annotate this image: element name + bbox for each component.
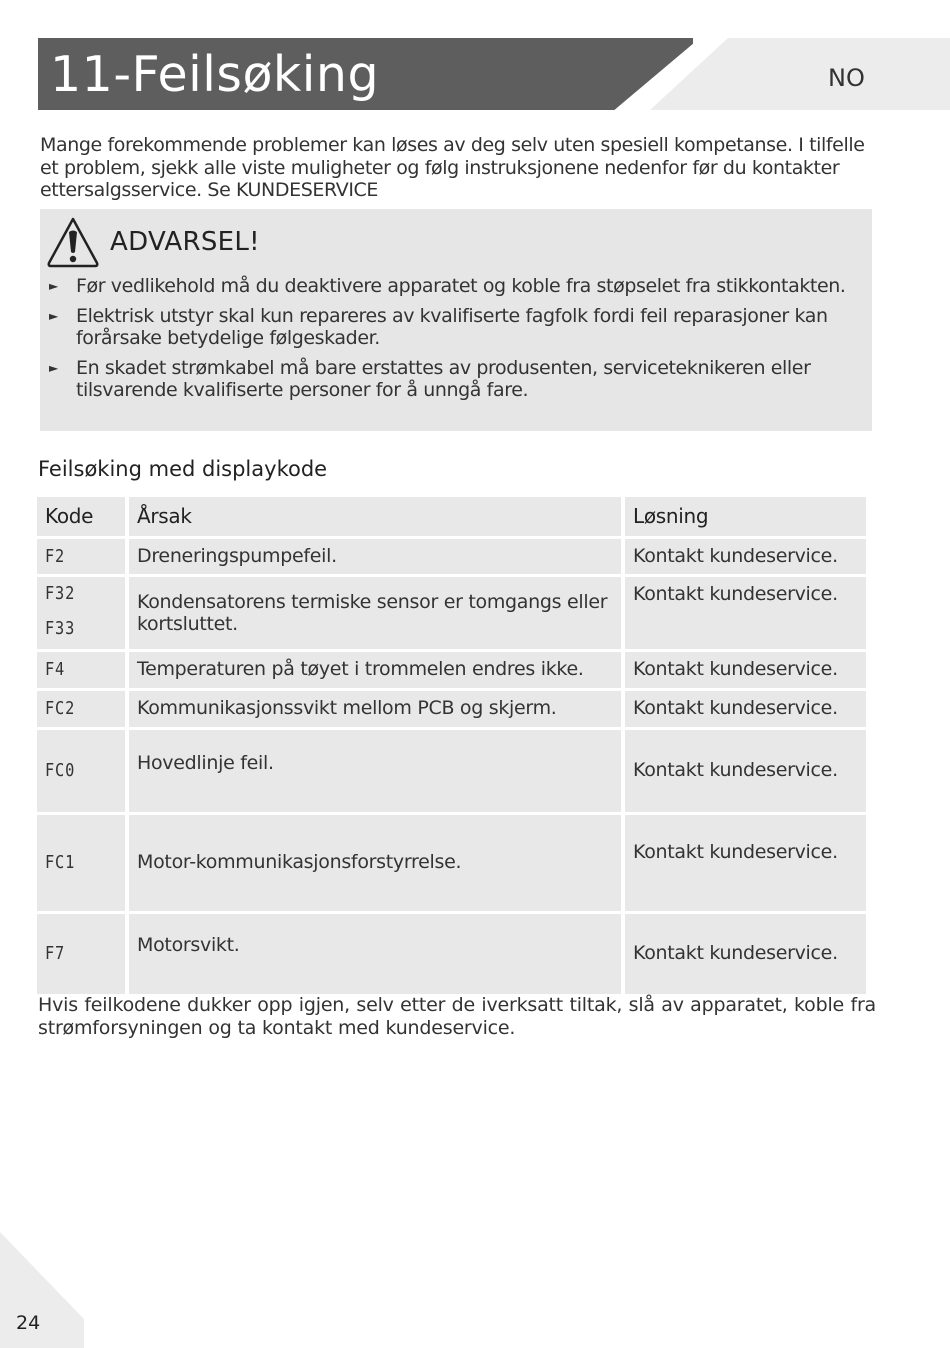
cause-cell: Motor-kommunikasjonsforstyrrelse.	[129, 815, 621, 911]
cause-cell: Hovedlinje feil.	[129, 730, 621, 812]
error-code: F4	[45, 659, 66, 680]
header-solution: Løsning	[625, 497, 866, 536]
solution-cell: Kontakt kundeservice.	[625, 539, 866, 575]
table-row	[37, 577, 866, 649]
table-header-row	[37, 497, 866, 536]
table-row	[37, 652, 866, 688]
bullet-arrow-icon: ►	[49, 360, 58, 375]
error-code: FC1	[45, 851, 76, 873]
cause-cell: Kommunikasjonssvikt mellom PCB og skjerm.	[129, 691, 621, 727]
table-row	[37, 539, 866, 575]
table-row	[37, 691, 866, 727]
page-corner-tab	[0, 1232, 84, 1348]
code-cell	[37, 652, 125, 688]
warning-item-text: Elektrisk utstyr skal kun repareres av kvalifiserte fagfolk fordi feil reparasjoner kan forårsake betydelige følgeskader.	[76, 304, 828, 349]
header-code: Kode	[37, 497, 125, 536]
bullet-arrow-icon: ►	[49, 308, 58, 323]
list-item	[40, 357, 872, 402]
cause-cell: Kondensatorens termiske sensor er tomgangs eller kortsluttet.	[129, 577, 621, 649]
table-row	[37, 815, 866, 911]
cause-cell: Motorsvikt.	[129, 914, 621, 994]
solution-cell: Kontakt kundeservice.	[625, 652, 866, 688]
section-heading: Feilsøking med displaykode	[38, 457, 328, 481]
list-item	[40, 275, 872, 298]
page-title: 11-Feilsøking	[50, 46, 380, 103]
error-code: F32	[45, 583, 76, 604]
list-item	[40, 305, 872, 350]
footer-paragraph: Hvis feilkodene dukker opp igjen, selv etter de iverksatt tiltak, slå av apparatet, koble fra strømforsyningen og ta kontakt med kundeservice.	[38, 994, 876, 1039]
error-code-table	[33, 494, 870, 997]
solution-cell: Kontakt kundeservice.	[625, 730, 866, 812]
warning-box	[40, 209, 872, 431]
page-number: 24	[16, 1312, 41, 1334]
intro-paragraph: Mange forekommende problemer kan løses av deg selv uten spesiell kompetanse. I tilfelle et problem, sjekk alle viste muligheter og følg instruksjonene nedenfor før du kontakter ettersalgsservice. Se KUNDESERVICE	[40, 134, 865, 201]
solution-cell: Kontakt kundeservice.	[625, 577, 866, 649]
code-cell	[37, 914, 125, 994]
code-cell	[37, 577, 125, 649]
table-row	[37, 914, 866, 994]
warning-list	[40, 275, 872, 409]
error-code: F33	[45, 617, 76, 639]
warning-title: ADVARSEL!	[110, 227, 260, 257]
solution-cell: Kontakt kundeservice.	[625, 815, 866, 911]
language-code: NO	[828, 64, 865, 92]
error-code: FC0	[45, 759, 76, 781]
table-row	[37, 730, 866, 812]
warning-item-text: En skadet strømkabel må bare erstattes av produsenten, serviceteknikeren eller tilsvarende kvalifiserte personer for å unngå fare.	[76, 356, 811, 401]
solution-cell: Kontakt kundeservice.	[625, 914, 866, 994]
solution-cell: Kontakt kundeservice.	[625, 691, 866, 727]
code-cell	[37, 730, 125, 812]
bullet-arrow-icon: ►	[49, 279, 58, 293]
header-cause: Årsak	[129, 497, 621, 536]
cause-cell: Dreneringspumpefeil.	[129, 539, 621, 575]
error-code: FC2	[45, 697, 76, 719]
code-cell	[37, 539, 125, 575]
cause-cell: Temperaturen på tøyet i trommelen endres ikke.	[129, 652, 621, 688]
language-tab	[650, 38, 950, 110]
code-cell	[37, 691, 125, 727]
warning-item-text: Før vedlikehold må du deaktivere apparatet og koble fra støpselet fra stikkontakten.	[76, 275, 846, 297]
warning-triangle-icon	[46, 215, 100, 269]
error-code: F2	[45, 545, 66, 567]
error-code: F7	[45, 942, 66, 964]
code-cell	[37, 815, 125, 911]
